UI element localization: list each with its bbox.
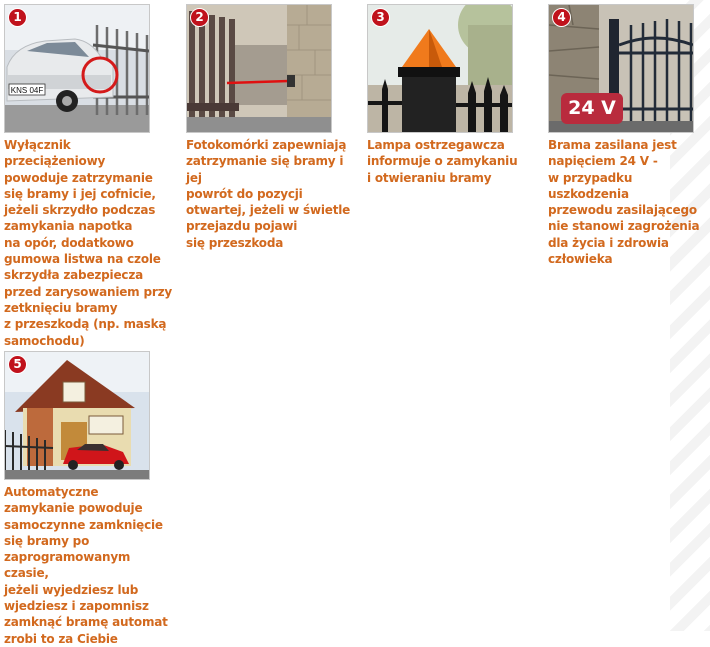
license-plate-text: KNS 04F [10,86,44,95]
feature-card-photocells [186,4,354,251]
feature-caption: Lampa ostrzegawcza informuje o zamykaniu i otwieraniu bramy [367,138,518,185]
feature-caption: Fotokomórki zapewniają zatrzymanie się bramy i jej powrót do pozycji otwartej, jeżeli w świetle przejazdu pojawi się przeszkoda [186,138,351,250]
feature-number-badge: 4 [552,8,571,27]
feature-image-lamp [367,4,513,133]
car-gate-illustration [5,5,149,132]
feature-card-auto-close [4,351,172,647]
feature-image-gate-photocell [186,4,332,133]
feature-card-24v-power [548,4,710,267]
feature-caption: Automatyczne zamykanie powoduje samoczynne zamknięcie się bramy po zaprogramowanym czasie, jeżeli wyjedziesz lub wjedziesz i zapomnisz zamknąć bramę automat zrobi to za Ciebie [4,485,168,646]
feature-number-badge: 2 [190,8,209,27]
feature-image-car [4,4,150,133]
photocell-illustration [187,5,331,132]
feature-card-overload-switch [4,4,172,349]
feature-number-badge: 3 [371,8,390,27]
feature-number-badge: 1 [8,8,27,27]
feature-caption: Wyłącznik przeciążeniowy powoduje zatrzymanie się bramy i jej cofnicie, jeżeli skrzydło podczas zamykania napotka na opór, dodatkowo gumowa listwa na czole skrzydła zabezpiecza przed zarysowaniem przy zetknięciu bramy z przeszkodą (np. maską samochodu) [4,138,172,348]
voltage-badge: 24 V [561,93,623,124]
house-illustration [5,352,149,479]
feature-caption: Brama zasilana jest napięciem 24 V - w przypadku uszkodzenia przewodu zasilającego nie stanowi zagrożenia dla życia i zdrowia człowieka [548,138,700,267]
feature-image-motor [548,4,694,133]
feature-image-house [4,351,150,480]
lamp-illustration [368,5,512,132]
feature-number-badge: 5 [8,355,27,374]
feature-card-warning-lamp [367,4,535,186]
